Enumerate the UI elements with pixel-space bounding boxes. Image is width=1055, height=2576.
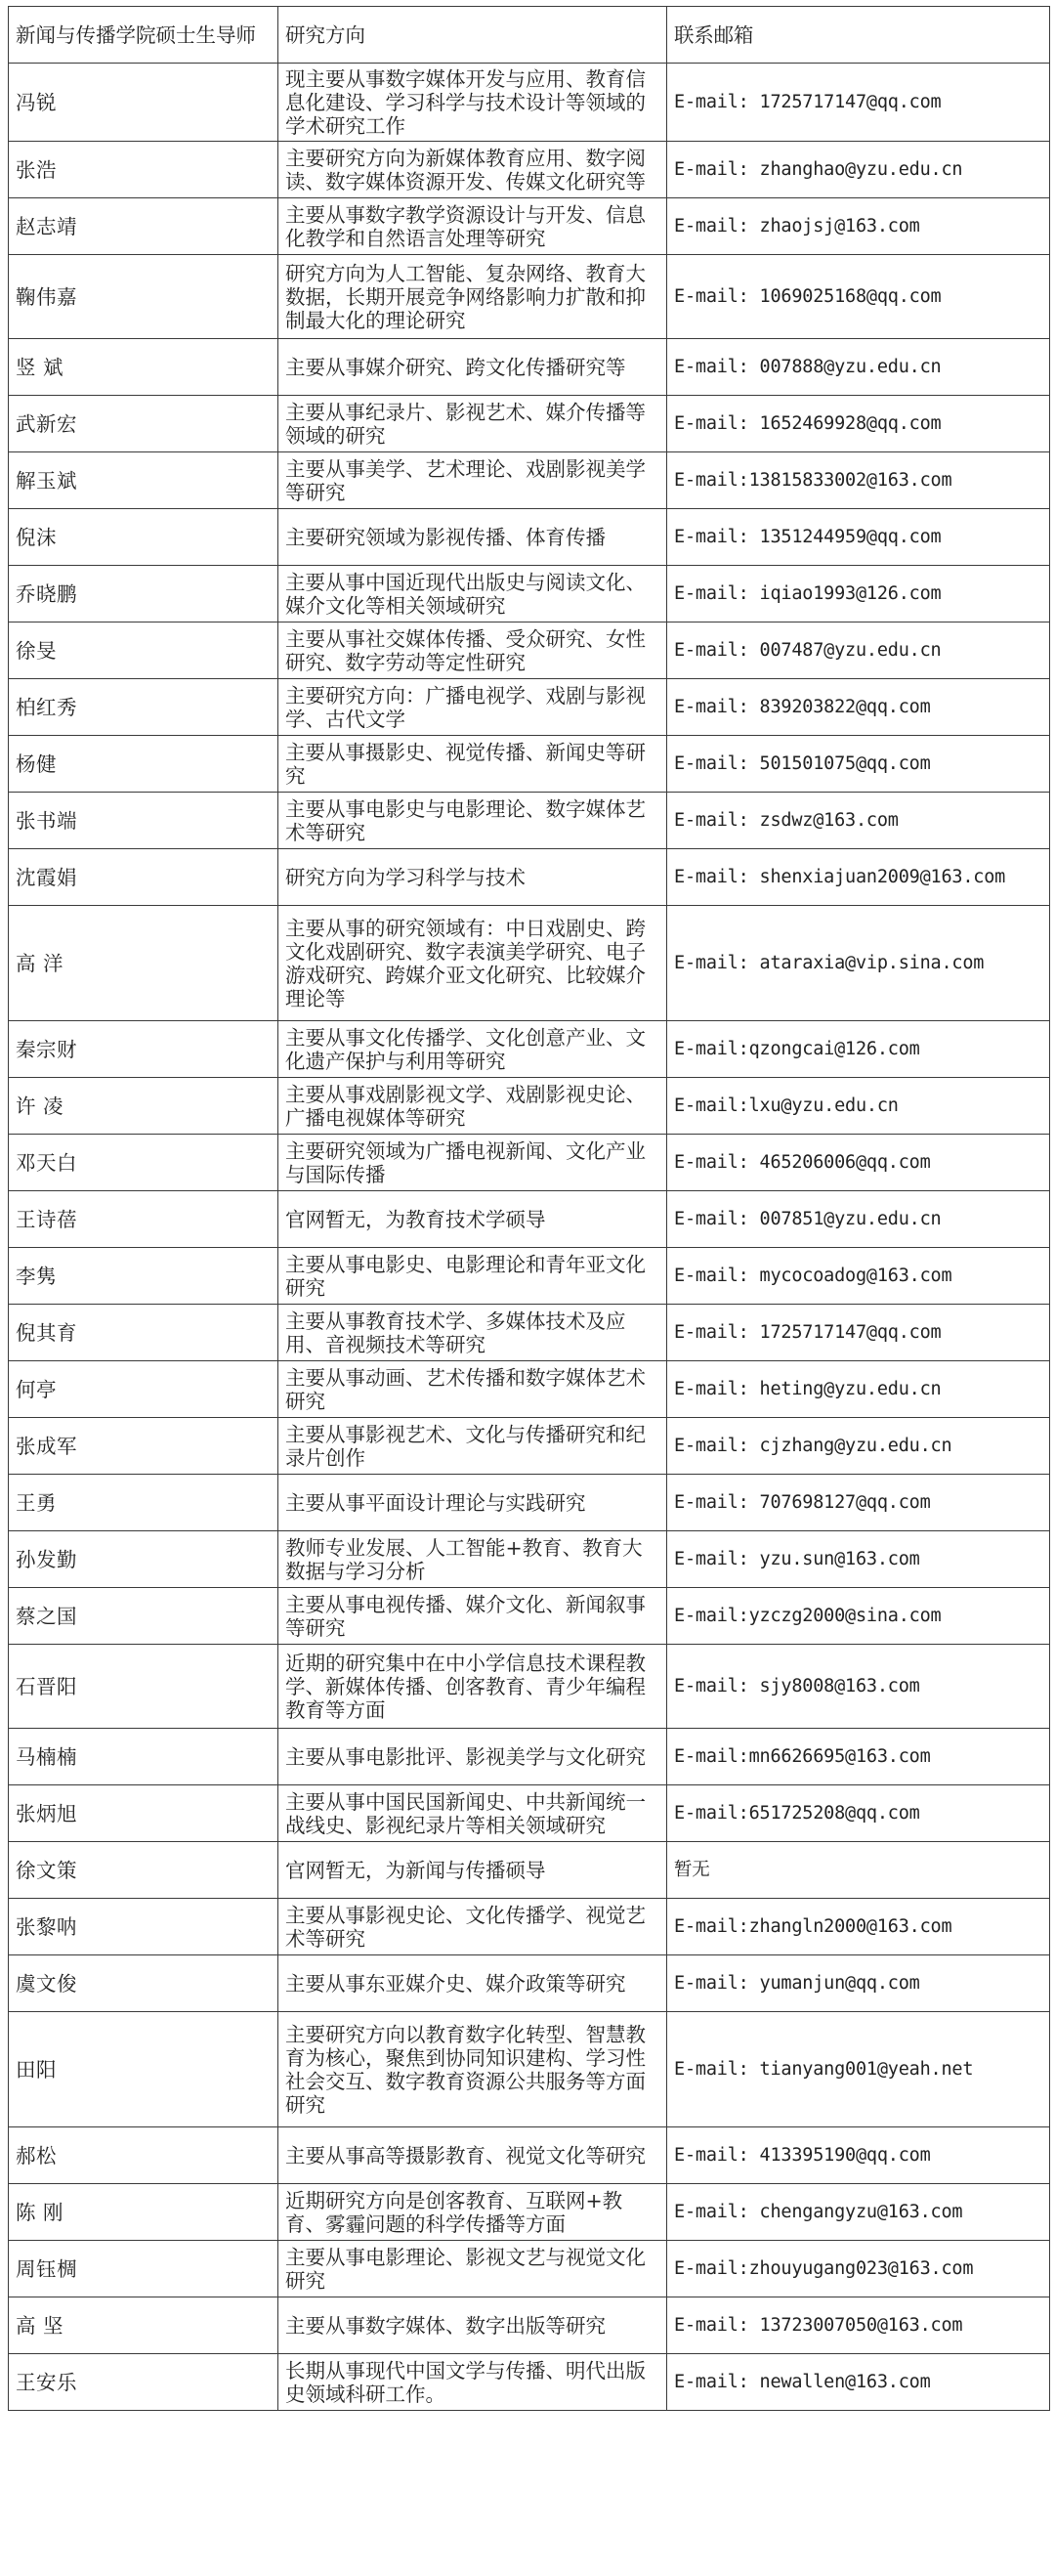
table-row xyxy=(9,1785,1050,1842)
supervisor-name: 王安乐 xyxy=(9,2354,278,2411)
contact-email[interactable]: E-mail: iqiao1993@126.com xyxy=(667,566,1050,623)
contact-email[interactable]: E-mail: shenxiajuan2009@163.com xyxy=(667,849,1050,906)
research-direction: 主要从事戏剧影视文学、戏剧影视史论、广播电视媒体等研究 xyxy=(278,1078,667,1135)
table-row xyxy=(9,1021,1050,1078)
table-row xyxy=(9,2184,1050,2241)
contact-email[interactable]: E-mail:zhouyugang023@163.com xyxy=(667,2241,1050,2297)
supervisor-name: 田阳 xyxy=(9,2012,278,2127)
table-row xyxy=(9,1135,1050,1191)
contact-email[interactable]: E-mail: zhaojsj@163.com xyxy=(667,198,1050,255)
research-direction: 主要研究方向：广播电视学、戏剧与影视学、古代文学 xyxy=(278,679,667,736)
research-direction: 主要从事中国民国新闻史、中共新闻统一战线史、影视纪录片等相关领域研究 xyxy=(278,1785,667,1842)
contact-email[interactable]: E-mail: zhanghao@yzu.edu.cn xyxy=(667,142,1050,198)
table-row xyxy=(9,396,1050,452)
research-direction: 主要从事的研究领域有：中日戏剧史、跨文化戏剧研究、数字表演美学研究、电子游戏研究、跨媒介亚文化研究、比较媒介理论等 xyxy=(278,906,667,1021)
research-direction: 官网暂无，为新闻与传播硕导 xyxy=(278,1842,667,1899)
contact-email[interactable]: E-mail: 13723007050@163.com xyxy=(667,2297,1050,2354)
supervisor-table xyxy=(8,6,1050,2411)
research-direction: 主要从事社交媒体传播、受众研究、女性研究、数字劳动等定性研究 xyxy=(278,623,667,679)
research-direction: 主要从事平面设计理论与实践研究 xyxy=(278,1475,667,1531)
table-row xyxy=(9,1305,1050,1361)
table-row xyxy=(9,736,1050,793)
research-direction: 研究方向为学习科学与技术 xyxy=(278,849,667,906)
contact-email[interactable]: E-mail: 1725717147@qq.com xyxy=(667,64,1050,142)
research-direction: 主要从事影视艺术、文化与传播研究和纪录片创作 xyxy=(278,1418,667,1475)
contact-email[interactable]: E-mail: ataraxia@vip.sina.com xyxy=(667,906,1050,1021)
table-row xyxy=(9,793,1050,849)
research-direction: 官网暂无，为教育技术学硕导 xyxy=(278,1191,667,1248)
table-row xyxy=(9,1588,1050,1645)
contact-email[interactable]: E-mail: 007888@yzu.edu.cn xyxy=(667,339,1050,396)
table-row xyxy=(9,2127,1050,2184)
supervisor-name: 郝松 xyxy=(9,2127,278,2184)
contact-email[interactable]: E-mail: 1069025168@qq.com xyxy=(667,255,1050,339)
supervisor-name: 倪其育 xyxy=(9,1305,278,1361)
table-row xyxy=(9,566,1050,623)
header-supervisor: 新闻与传播学院硕士生导师 xyxy=(9,7,278,64)
research-direction: 现主要从事数字媒体开发与应用、教育信息化建设、学习科学与技术设计等领域的学术研究工作 xyxy=(278,64,667,142)
supervisor-name: 石晋阳 xyxy=(9,1645,278,1729)
research-direction: 主要从事美学、艺术理论、戏剧影视美学等研究 xyxy=(278,452,667,509)
supervisor-name: 王诗蓓 xyxy=(9,1191,278,1248)
research-direction: 主要从事电影史与电影理论、数字媒体艺术等研究 xyxy=(278,793,667,849)
table-row xyxy=(9,255,1050,339)
research-direction: 近期研究方向是创客教育、互联网+教育、雾霾问题的科学传播等方面 xyxy=(278,2184,667,2241)
research-direction: 主要研究方向为新媒体教育应用、数字阅读、数字媒体资源开发、传媒文化研究等 xyxy=(278,142,667,198)
supervisor-name: 孙发勤 xyxy=(9,1531,278,1588)
supervisor-name: 武新宏 xyxy=(9,396,278,452)
research-direction: 长期从事现代中国文学与传播、明代出版史领域科研工作。 xyxy=(278,2354,667,2411)
supervisor-name: 乔晓鹏 xyxy=(9,566,278,623)
supervisor-name: 张成军 xyxy=(9,1418,278,1475)
research-direction: 主要从事数字教学资源设计与开发、信息化教学和自然语言处理等研究 xyxy=(278,198,667,255)
table-row xyxy=(9,452,1050,509)
contact-email[interactable]: E-mail: 1725717147@qq.com xyxy=(667,1305,1050,1361)
contact-email[interactable]: E-mail: 501501075@qq.com xyxy=(667,736,1050,793)
contact-email[interactable]: E-mail: 413395190@qq.com xyxy=(667,2127,1050,2184)
table-row xyxy=(9,623,1050,679)
supervisor-name: 张炳旭 xyxy=(9,1785,278,1842)
contact-email[interactable]: E-mail:zhangln2000@163.com xyxy=(667,1899,1050,1955)
contact-email[interactable]: 暂无 xyxy=(667,1842,1050,1899)
contact-email[interactable]: E-mail: 1652469928@qq.com xyxy=(667,396,1050,452)
research-direction: 主要从事动画、艺术传播和数字媒体艺术研究 xyxy=(278,1361,667,1418)
research-direction: 主要研究领域为影视传播、体育传播 xyxy=(278,509,667,566)
contact-email[interactable]: E-mail:qzongcai@126.com xyxy=(667,1021,1050,1078)
supervisor-name: 高 洋 xyxy=(9,906,278,1021)
supervisor-name: 虞文俊 xyxy=(9,1955,278,2012)
table-row xyxy=(9,1531,1050,1588)
research-direction: 近期的研究集中在中小学信息技术课程教学、新媒体传播、创客教育、青少年编程教育等方面 xyxy=(278,1645,667,1729)
table-header-row xyxy=(9,7,1050,64)
supervisor-name: 邓天白 xyxy=(9,1135,278,1191)
supervisor-name: 陈 刚 xyxy=(9,2184,278,2241)
supervisor-name: 沈霞娟 xyxy=(9,849,278,906)
table-row xyxy=(9,1899,1050,1955)
research-direction: 主要从事摄影史、视觉传播、新闻史等研究 xyxy=(278,736,667,793)
table-row xyxy=(9,142,1050,198)
table-row xyxy=(9,1418,1050,1475)
table-row xyxy=(9,1645,1050,1729)
supervisor-name: 蔡之国 xyxy=(9,1588,278,1645)
contact-email[interactable]: E-mail: 007487@yzu.edu.cn xyxy=(667,623,1050,679)
contact-email[interactable]: E-mail: sjy8008@163.com xyxy=(667,1645,1050,1729)
supervisor-name: 杨健 xyxy=(9,736,278,793)
table-row xyxy=(9,1475,1050,1531)
table-row xyxy=(9,679,1050,736)
contact-email[interactable]: E-mail:lxu@yzu.edu.cn xyxy=(667,1078,1050,1135)
supervisor-name: 王勇 xyxy=(9,1475,278,1531)
research-direction: 主要从事中国近现代出版史与阅读文化、媒介文化等相关领域研究 xyxy=(278,566,667,623)
supervisor-name: 许 凌 xyxy=(9,1078,278,1135)
research-direction: 主要从事电视传播、媒介文化、新闻叙事等研究 xyxy=(278,1588,667,1645)
table-row xyxy=(9,2012,1050,2127)
supervisor-name: 徐文策 xyxy=(9,1842,278,1899)
research-direction: 主要从事东亚媒介史、媒介政策等研究 xyxy=(278,1955,667,2012)
supervisor-name: 倪沫 xyxy=(9,509,278,566)
contact-email[interactable]: E-mail:651725208@qq.com xyxy=(667,1785,1050,1842)
supervisor-name: 马楠楠 xyxy=(9,1729,278,1785)
contact-email[interactable]: E-mail: heting@yzu.edu.cn xyxy=(667,1361,1050,1418)
contact-email[interactable]: E-mail: mycocoadog@163.com xyxy=(667,1248,1050,1305)
supervisor-name: 秦宗财 xyxy=(9,1021,278,1078)
supervisor-name: 周钰椆 xyxy=(9,2241,278,2297)
supervisor-name: 何亭 xyxy=(9,1361,278,1418)
table-row xyxy=(9,64,1050,142)
header-research-direction: 研究方向 xyxy=(278,7,667,64)
table-row xyxy=(9,1729,1050,1785)
contact-email[interactable]: E-mail: tianyang001@yeah.net xyxy=(667,2012,1050,2127)
research-direction: 主要从事电影批评、影视美学与文化研究 xyxy=(278,1729,667,1785)
contact-email[interactable]: E-mail: yumanjun@qq.com xyxy=(667,1955,1050,2012)
research-direction: 主要从事电影理论、影视文艺与视觉文化研究 xyxy=(278,2241,667,2297)
supervisor-name: 解玉斌 xyxy=(9,452,278,509)
supervisor-name: 鞠伟嘉 xyxy=(9,255,278,339)
table-row xyxy=(9,1191,1050,1248)
supervisor-name: 冯锐 xyxy=(9,64,278,142)
research-direction: 教师专业发展、人工智能+教育、教育大数据与学习分析 xyxy=(278,1531,667,1588)
contact-email[interactable]: E-mail: yzu.sun@163.com xyxy=(667,1531,1050,1588)
research-direction: 主要从事高等摄影教育、视觉文化等研究 xyxy=(278,2127,667,2184)
research-direction: 主要研究领域为广播电视新闻、文化产业与国际传播 xyxy=(278,1135,667,1191)
table-row xyxy=(9,2297,1050,2354)
table-row xyxy=(9,2241,1050,2297)
contact-email[interactable]: E-mail: 839203822@qq.com xyxy=(667,679,1050,736)
supervisor-name: 高 坚 xyxy=(9,2297,278,2354)
contact-email[interactable]: E-mail: 465206006@qq.com xyxy=(667,1135,1050,1191)
contact-email[interactable]: E-mail:mn6626695@163.com xyxy=(667,1729,1050,1785)
research-direction: 主要从事数字媒体、数字出版等研究 xyxy=(278,2297,667,2354)
contact-email[interactable]: E-mail: cjzhang@yzu.edu.cn xyxy=(667,1418,1050,1475)
table-row xyxy=(9,906,1050,1021)
research-direction: 研究方向为人工智能、复杂网络、教育大数据，长期开展竞争网络影响力扩散和抑制最大化的理论研究 xyxy=(278,255,667,339)
contact-email[interactable]: E-mail: chengangyzu@163.com xyxy=(667,2184,1050,2241)
contact-email[interactable]: E-mail: 1351244959@qq.com xyxy=(667,509,1050,566)
research-direction: 主要研究方向以教育数字化转型、智慧教育为核心，聚焦到协同知识建构、学习性社会交互、数字教育资源公共服务等方面研究 xyxy=(278,2012,667,2127)
table-row xyxy=(9,1955,1050,2012)
table-row xyxy=(9,198,1050,255)
table-row xyxy=(9,509,1050,566)
contact-email[interactable]: E-mail:13815833002@163.com xyxy=(667,452,1050,509)
table-row xyxy=(9,2354,1050,2411)
contact-email[interactable]: E-mail: zsdwz@163.com xyxy=(667,793,1050,849)
contact-email[interactable]: E-mail:yzczg2000@sina.com xyxy=(667,1588,1050,1645)
research-direction: 主要从事文化传播学、文化创意产业、文化遗产保护与利用等研究 xyxy=(278,1021,667,1078)
supervisor-name: 徐旻 xyxy=(9,623,278,679)
table-row xyxy=(9,339,1050,396)
supervisor-name: 张黎呐 xyxy=(9,1899,278,1955)
research-direction: 主要从事媒介研究、跨文化传播研究等 xyxy=(278,339,667,396)
supervisor-name: 竖 斌 xyxy=(9,339,278,396)
table-body xyxy=(9,64,1050,2411)
supervisor-name: 张书端 xyxy=(9,793,278,849)
table-row xyxy=(9,1078,1050,1135)
contact-email[interactable]: E-mail: newallen@163.com xyxy=(667,2354,1050,2411)
header-contact-email: 联系邮箱 xyxy=(667,7,1050,64)
supervisor-name: 柏红秀 xyxy=(9,679,278,736)
table-row xyxy=(9,849,1050,906)
supervisor-name: 张浩 xyxy=(9,142,278,198)
research-direction: 主要从事电影史、电影理论和青年亚文化研究 xyxy=(278,1248,667,1305)
supervisor-name: 李隽 xyxy=(9,1248,278,1305)
table-row xyxy=(9,1361,1050,1418)
research-direction: 主要从事教育技术学、多媒体技术及应用、音视频技术等研究 xyxy=(278,1305,667,1361)
supervisor-name: 赵志靖 xyxy=(9,198,278,255)
contact-email[interactable]: E-mail: 007851@yzu.edu.cn xyxy=(667,1191,1050,1248)
research-direction: 主要从事影视史论、文化传播学、视觉艺术等研究 xyxy=(278,1899,667,1955)
table-row xyxy=(9,1842,1050,1899)
research-direction: 主要从事纪录片、影视艺术、媒介传播等领域的研究 xyxy=(278,396,667,452)
table-row xyxy=(9,1248,1050,1305)
contact-email[interactable]: E-mail: 707698127@qq.com xyxy=(667,1475,1050,1531)
